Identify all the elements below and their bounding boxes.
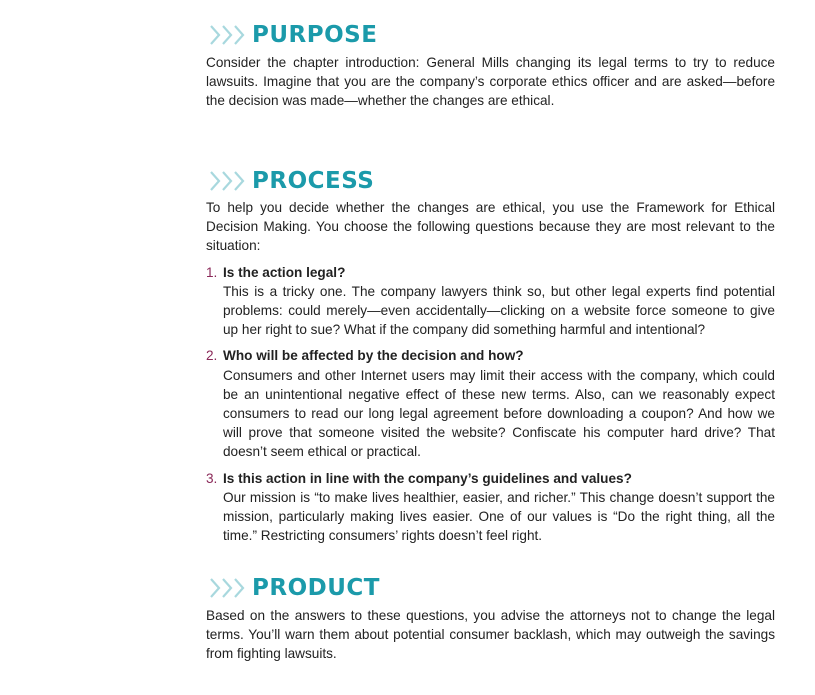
triple-chevron-right-icon [209,23,249,47]
question-number: 2. [206,348,218,364]
process-title: PROCESS [252,168,375,194]
purpose-text: Consider the chapter introduction: General Mills changing its legal terms to try to reduce lawsuits. Imagine that you are the company’s corporate ethics officer and are asked—before the decision was made—whether the changes are ethical. [206,55,775,109]
process-section [206,166,775,552]
triple-chevron-right-icon [209,576,249,600]
product-heading [206,573,775,603]
question-title: Who will be affected by the decision and how? [223,348,524,364]
question-text: Consumers and other Internet users may limit their access with the company, which could be an unintentional negative effect of these new terms. Also, can we reasonably expect consumers to read our long legal agreement before downloading a coupon? And how we will prove that someone visited the website? Confiscate his computer hard drive? That doesn’t seem ethical or practical. [223,367,775,460]
question-title: Is this action in line with the company’s guidelines and values? [223,470,632,486]
question-text: Our mission is “to make lives healthier, easier, and richer.” This change doesn’t support the mission, particularly making lives easier. One of our values is “Do the right thing, all the time.” Restricting consumers’ rights doesn’t feel right. [223,489,775,544]
question-list [206,263,775,546]
question-number: 3. [206,470,218,486]
list-item [206,346,775,461]
purpose-heading [206,20,775,50]
purpose-title: PURPOSE [252,22,378,48]
process-heading [206,166,775,196]
list-item [206,469,775,546]
question-number: 1. [206,264,218,280]
product-section [206,573,775,664]
product-title: PRODUCT [252,575,380,601]
product-text: Based on the answers to these questions, you advise the attorneys not to change the legal terms. You’ll warn them about potential consumer backlash, which may outweigh the savings from fighting lawsuits. [206,608,775,662]
question-text: This is a tricky one. The company lawyers think so, but other legal experts find potential problems: could merely—even accidentally—clicking on a website force someone to give up her right to sue? What if the company did something harmful and intentional? [223,283,775,338]
triple-chevron-right-icon [209,169,249,193]
question-title: Is the action legal? [223,264,346,280]
list-item [206,263,775,340]
process-intro: To help you decide whether the changes are ethical, you use the Framework for Ethical Decision Making. You choose the following questions because they are most relevant to the situation: [206,200,775,254]
purpose-section [206,20,775,111]
